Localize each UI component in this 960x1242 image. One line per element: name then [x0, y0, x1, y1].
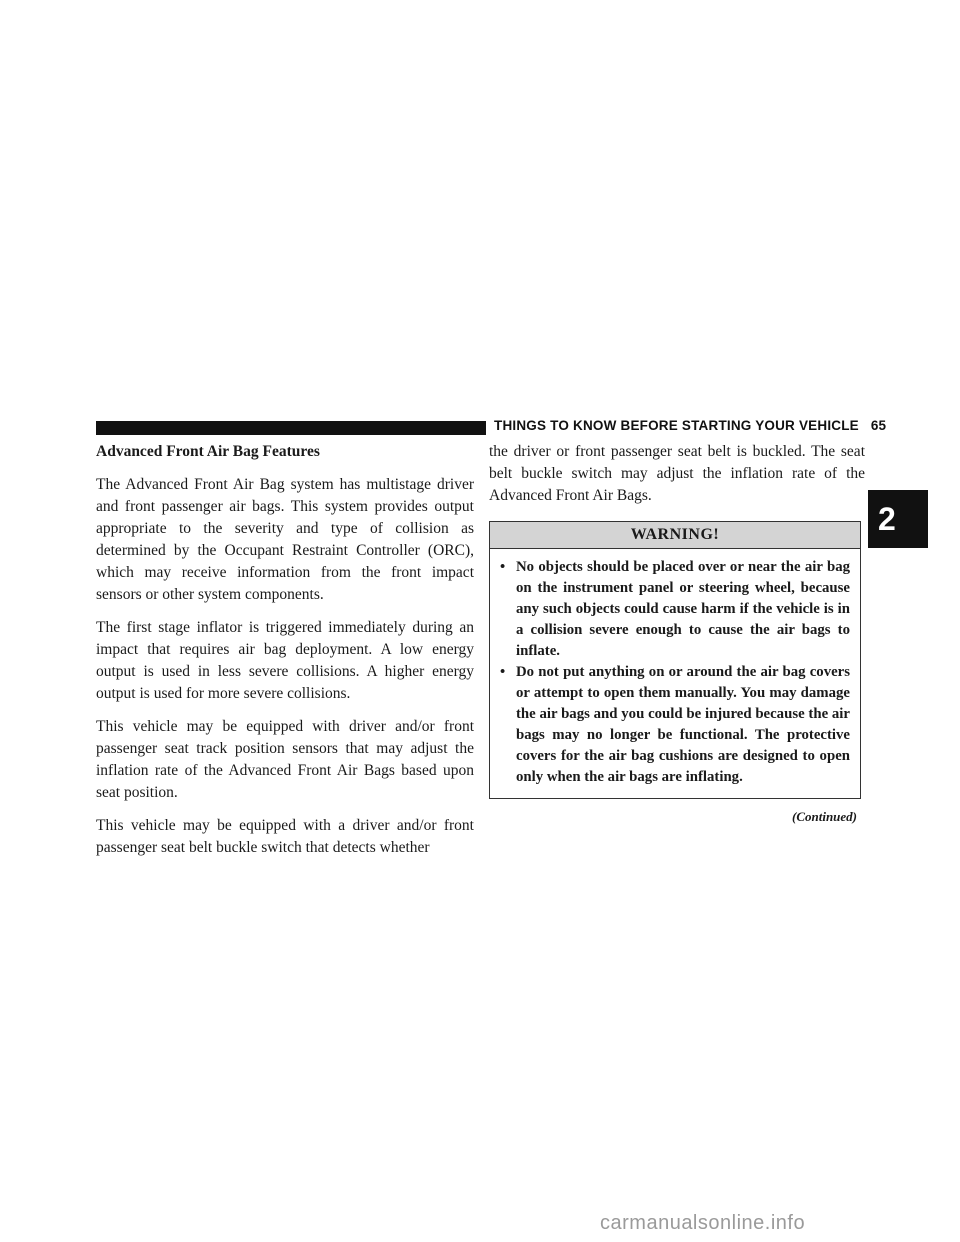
bullet-icon: • — [500, 664, 506, 680]
warning-item — [500, 662, 850, 788]
chapter-tab: 2 — [868, 490, 928, 548]
section-title: THINGS TO KNOW BEFORE STARTING YOUR VEHICLE — [494, 418, 859, 433]
paragraph: the driver or front passenger seat belt is buckled. The seat belt buckle switch may adjust the inflation rate of the Advanced Front Air Bags. — [489, 443, 865, 504]
paragraph: The Advanced Front Air Bag system has multistage driver and front passenger air bags. This system provides output appropriate to the severity and type of collision as determined by the Occupant Restraint Controller (ORC), which may receive information from the front impact sensors or other system components. — [96, 476, 474, 603]
warning-title: WARNING! — [490, 522, 860, 549]
watermark: carmanualsonline.info — [600, 1212, 806, 1234]
running-header — [494, 418, 886, 433]
warning-item-text: Do not put anything on or around the air bag covers or attempt to open them manually. You may damage the air bags and you could be injured because the air bags may no longer be functional. The protective covers for the air bag cushions are designed to open only when the air bags are inflating. — [516, 664, 850, 785]
continued-note: (Continued) — [791, 809, 857, 824]
paragraph: The first stage inflator is triggered immediately during an impact that requires air bag deployment. A low energy output is used in less severe collisions. A higher energy output is used for more severe collisions. — [96, 619, 474, 702]
paragraph: This vehicle may be equipped with a driver and/or front passenger seat belt buckle switch that detects whether — [96, 817, 474, 856]
paragraph: This vehicle may be equipped with driver and/or front passenger seat track position sensors that may adjust the inflation rate of the Advanced Front Air Bags based upon seat position. — [96, 718, 474, 801]
header-rule — [96, 421, 486, 435]
right-column — [489, 441, 865, 825]
left-column — [96, 441, 474, 870]
warning-box — [489, 521, 861, 799]
warning-item-text: No objects should be placed over or near the air bag on the instrument panel or steering wheel, because any such objects could cause harm if the vehicle is in a collision severe enough to cause the air bags to inflate. — [516, 559, 850, 659]
page-number: 65 — [870, 418, 887, 433]
bullet-icon: • — [500, 559, 506, 575]
section-heading: Advanced Front Air Bag Features — [96, 443, 320, 460]
warning-list — [490, 549, 860, 798]
warning-item — [500, 557, 850, 662]
